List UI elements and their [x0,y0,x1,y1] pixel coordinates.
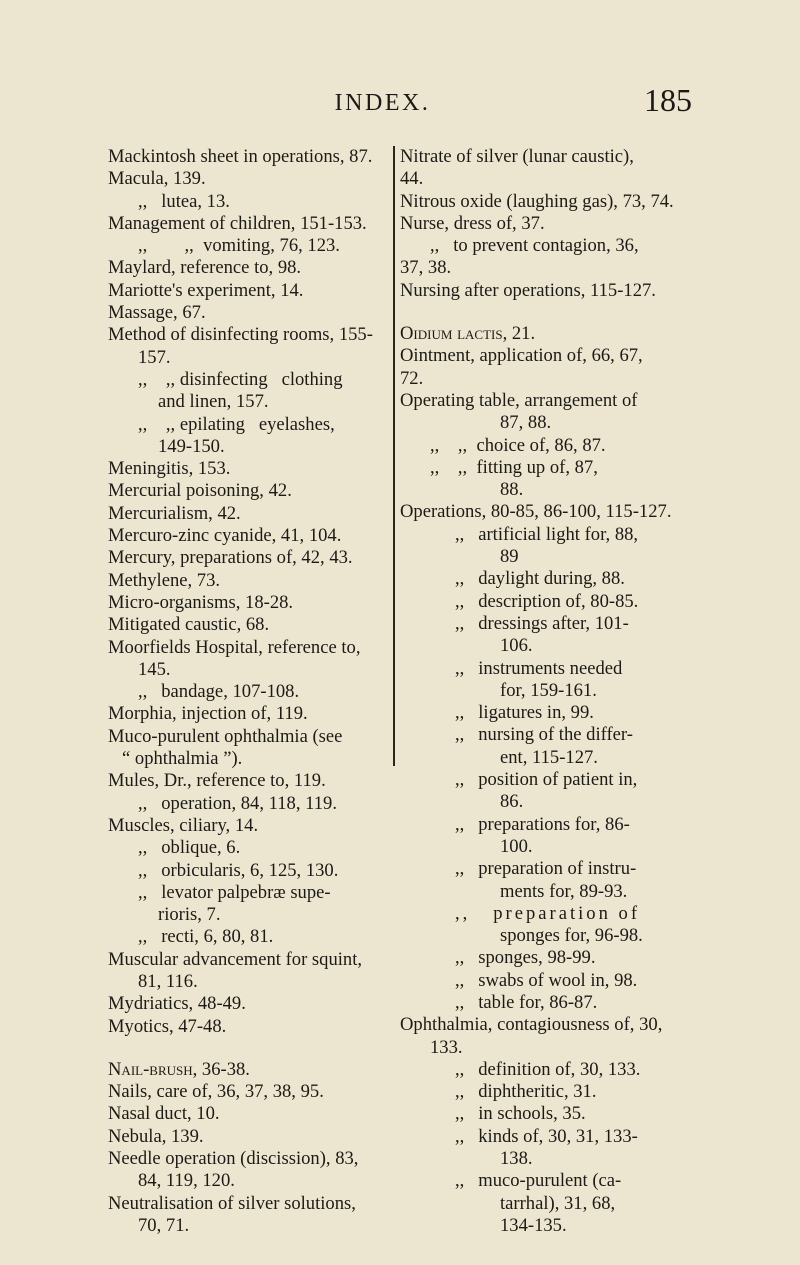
index-continuation: 87, 88. [500,412,552,434]
index-continuation: 149-150. [158,435,225,457]
index-subentry: ,, ligatures in, 99. [455,702,594,724]
index-entry: Mercury, preparations of, 42, 43. [108,547,353,569]
index-subentry: ,, ,, choice of, 86, 87. [430,434,606,456]
index-entry: Nebula, 139. [108,1125,204,1147]
index-entry: Nitrous oxide (laughing gas), 73, 74. [400,190,674,212]
index-entry: Muscles, ciliary, 14. [108,814,259,836]
page-header [0,82,800,122]
index-continuation: and linen, 157. [158,391,269,413]
index-subentry: ,, nursing of the differ- [455,724,633,746]
index-subentry: ,, artificial light for, 88, [455,523,639,545]
index-entry: Mercurialism, 42. [108,502,241,524]
index-entry: Operations, 80-85, 86-100, 115-127. [400,501,672,523]
index-entry: Operating table, arrangement of [400,389,638,411]
index-continuation: tarrhal), 31, 68, [500,1192,616,1214]
index-entry: Ointment, application of, 66, 67, [400,345,643,367]
index-entry: Nitrate of silver (lunar caustic), [400,146,634,167]
index-subentry: ,, oblique, 6. [138,837,241,859]
index-subentry: ,, lutea, 13. [138,190,230,212]
index-continuation: 86. [500,791,524,813]
index-subentry: ,, sponges, 98-99. [455,947,596,969]
index-continuation: 37, 38. [400,257,452,279]
index-continuation: 138. [500,1148,533,1170]
index-subentry: ,, position of patient in, [455,769,638,791]
index-entry: Muco-purulent ophthalmia (see [108,725,343,747]
index-subentry: ,, ,, disinfecting clothing [138,368,343,390]
index-subentry: ,, levator palpebræ supe- [138,881,331,903]
index-continuation: for, 159-161. [500,679,597,701]
index-subentry: ,, definition of, 30, 133. [455,1058,641,1080]
index-continuation: 89 [500,546,519,568]
index-subentry: ,, ,, fitting up of, 87, [430,456,598,478]
index-continuation: 100. [500,835,533,857]
index-continuation: rioris, 7. [158,904,221,926]
index-entry: Ophthalmia, contagiousness of, 30, [400,1014,663,1036]
index-entry: Methylene, 73. [108,569,221,591]
index-entry: Massage, 67. [108,302,206,324]
index-subentry: ,, bandage, 107-108. [138,681,300,703]
index-entry: Nursing after operations, 115-127. [400,279,656,301]
index-continuation: 133. [430,1036,463,1058]
index-entry: Nails, care of, 36, 37, 38, 95. [108,1081,324,1103]
index-continuation: sponges for, 96-98. [500,925,643,947]
index-entry: Mules, Dr., reference to, 119. [108,770,326,792]
index-entry: Mercuro-zinc cyanide, 41, 104. [108,525,342,547]
index-subentry: ,, muco-purulent (ca- [455,1170,622,1192]
index-entry: Myotics, 47-48. [108,1015,227,1037]
index-subentry: ,, operation, 84, 118, 119. [138,792,337,814]
index-continuation: 145. [138,658,171,680]
index-subentry: ,, in schools, 35. [455,1103,586,1125]
index-entry: Mackintosh sheet in operations, 87. [108,146,373,167]
index-entry: Mitigated caustic, 68. [108,614,270,636]
index-entry: Nurse, dress of, 37. [400,212,545,234]
index-entry: Nail-brush, 36-38. [108,1058,250,1080]
page-number: 185 [644,82,692,118]
index-subentry: ,, recti, 6, 80, 81. [138,926,274,948]
index-entry: Muscular advancement for squint, [108,948,363,970]
index-column-right [400,146,720,1237]
index-continuation: ent, 115-127. [500,746,598,768]
index-subentry: ,, ,, vomiting, 76, 123. [138,235,340,257]
section-gap [400,302,720,323]
index-subentry: ,, to prevent contagion, 36, [430,235,639,257]
index-entry: Mariotte's experiment, 14. [108,279,304,301]
index-subentry: ,, swabs of wool in, 98. [455,969,638,991]
index-continuation: 44. [400,168,424,190]
index-subentry: ,, preparations for, 86- [455,813,630,835]
index-continuation: 84, 119, 120. [138,1170,235,1192]
index-entry: Management of children, 151-153. [108,212,367,234]
index-continuation: ments for, 89-93. [500,880,628,902]
page-title: INDEX. [334,90,431,116]
index-subentry: ,, ,, epilating eyelashes, [138,413,335,435]
index-entry: Morphia, injection of, 119. [108,703,308,725]
index-subentry: ,, diphtheritic, 31. [455,1081,597,1103]
index-subentry: ,, table for, 86-87. [455,991,598,1013]
index-subentry: ,, kinds of, 30, 31, 133- [455,1125,638,1147]
index-subentry: ,, dressings after, 101- [455,612,629,634]
index-continuation: 157. [138,346,171,368]
index-entry: Method of disinfecting rooms, 155- [108,324,373,346]
index-continuation: 72. [400,367,424,389]
index-entry: Micro-organisms, 18-28. [108,591,294,613]
index-entry: Nasal duct, 10. [108,1103,220,1125]
index-entry: Oidium lactis, 21. [400,323,536,345]
index-continuation: 70, 71. [138,1214,190,1236]
index-subentry: ,, preparation of instru- [455,858,637,880]
index-continuation: 88. [500,479,524,501]
index-continuation: “ ophthalmia ”). [122,748,243,770]
index-entry: Meningitis, 153. [108,458,231,480]
index-entry: Moorfields Hospital, reference to, [108,636,361,658]
index-subentry: ,, description of, 80-85. [455,590,639,612]
index-entry: Mercurial poisoning, 42. [108,480,292,502]
index-entry: Maylard, reference to, 98. [108,257,302,279]
index-entry: Mydriatics, 48-49. [108,993,246,1015]
index-subentry: ,, daylight during, 88. [455,568,625,590]
index-entry: Macula, 139. [108,168,206,190]
index-continuation: 81, 116. [138,970,198,992]
index-entry: Neutralisation of silver solutions, [108,1192,356,1214]
index-entry: Needle operation (discission), 83, [108,1148,359,1170]
index-continuation: 134-135. [500,1214,567,1236]
index-subentry: ,, orbicularis, 6, 125, 130. [138,859,339,881]
index-subentry: ,, preparation of [455,902,641,924]
index-continuation: 106. [500,635,533,657]
index-subentry: ,, instruments needed [455,657,623,679]
